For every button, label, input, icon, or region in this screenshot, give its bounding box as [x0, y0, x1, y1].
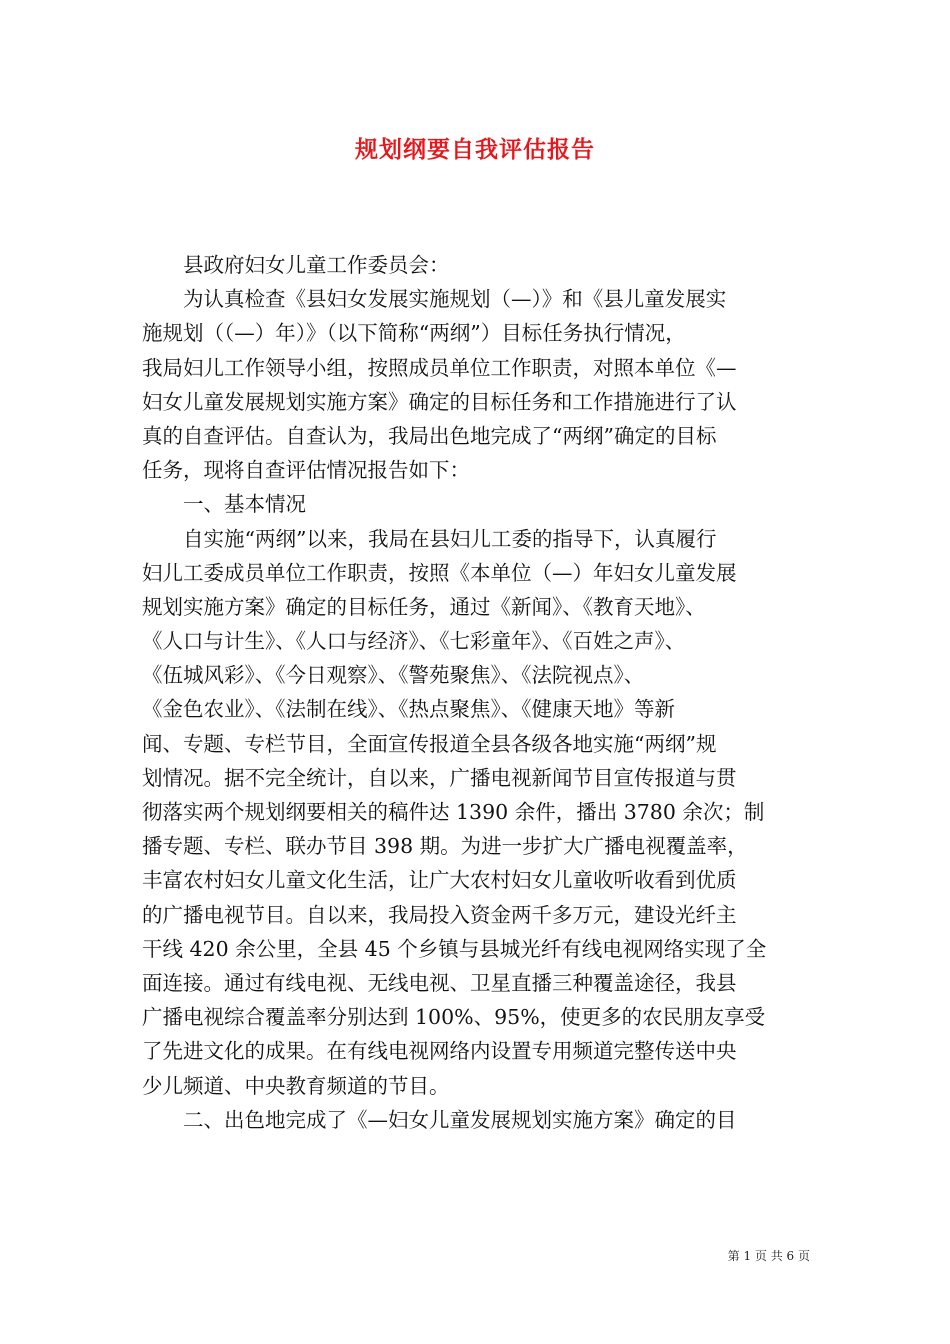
body-line: 的广播电视节目。自以来，我局投入资金两千多万元，建设光纤主 [142, 902, 737, 927]
body-line: 划情况。据不完全统计，自以来，广播电视新闻节目宣传报道与贯 [142, 765, 737, 790]
body-line: 广播电视综合覆盖率分别达到 100%、95%，使更多的农民朋友享受 [142, 1005, 766, 1030]
body-line: 妇儿工委成员单位工作职责，按照《本单位（—）年妇女儿童发展 [142, 560, 737, 585]
body-line: 《人口与计生》、《人口与经济》、《七彩童年》、《百姓之声》、 [142, 629, 686, 654]
body-line: 干线 420 余公里，全县 45 个乡镇与县城光纤有线电视网络实现了全 [142, 936, 767, 961]
document-body [142, 248, 818, 1137]
body-line: 为认真检查《县妇女发展实施规划（—）》和《县儿童发展实 [183, 287, 727, 312]
body-line: 《伍城风彩》、《今日观察》、《警苑聚焦》、《法院视点》、 [142, 663, 645, 688]
body-line: 真的自查评估。自查认为，我局出色地完成了“两纲”确定的目标 [142, 423, 717, 448]
section-heading: 二、出色地完成了《—妇女儿童发展规划实施方案》确定的目 [183, 1107, 737, 1132]
section-heading: 一、基本情况 [183, 492, 306, 517]
body-line: 面连接。通过有线电视、无线电视、卫星直播三种覆盖途径，我县 [142, 970, 737, 995]
body-line: 任务，现将自查评估情况报告如下： [142, 458, 470, 483]
document-title: 规划纲要自我评估报告 [355, 136, 595, 163]
body-line: 《金色农业》、《法制在线》、《热点聚焦》、《健康天地》等新 [142, 697, 675, 722]
body-line: 我局妇儿工作领导小组，按照成员单位工作职责，对照本单位《— [142, 355, 737, 380]
body-line: 了先进文化的成果。在有线电视网络内设置专用频道完整传送中央 [142, 1039, 737, 1064]
body-line: 施规划（（—）年）》（以下简称“两纲”）目标任务执行情况， [142, 321, 686, 346]
body-line: 丰富农村妇女儿童文化生活，让广大农村妇女儿童收听收看到优质 [142, 868, 737, 893]
body-line: 规划实施方案》确定的目标任务，通过《新闻》、《教育天地》、 [142, 594, 706, 619]
page-number: 第 1 页 共 6 页 [727, 1249, 810, 1263]
body-line: 妇女儿童发展规划实施方案》确定的目标任务和工作措施进行了认 [142, 389, 737, 414]
salutation-line: 县政府妇女儿童工作委员会： [183, 253, 450, 277]
body-line: 自实施“两纲”以来，我局在县妇儿工委的指导下，认真履行 [183, 526, 717, 551]
body-line: 闻、专题、专栏节目，全面宣传报道全县各级各地实施“两纲”规 [142, 731, 717, 756]
body-line: 少儿频道、中央教育频道的节目。 [142, 1073, 450, 1098]
body-line: 播专题、专栏、联办节目 398 期。为进一步扩大广播电视覆盖率， [142, 834, 748, 859]
body-line: 彻落实两个规划纲要相关的稿件达 1390 余件，播出 3780 余次；制 [142, 800, 765, 824]
